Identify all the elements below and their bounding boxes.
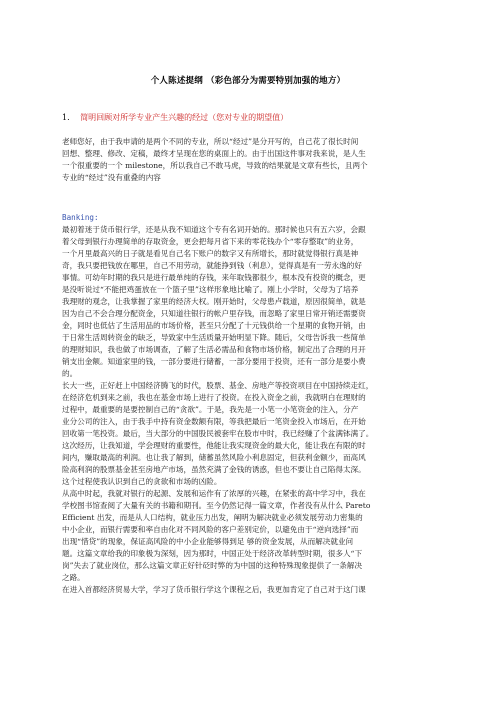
- intro-line: 一个很重要的一个 milestone，所以我自己不敢马虎，导致的结果就是文章有些长，且两个: [62, 161, 368, 170]
- body-line: 出现“惜贷”的现象，保证高风险的中小企业能够得到足 够的资金发展，从而解决就业问: [62, 537, 354, 546]
- intro-line: 专业的“经过”没有重叠的内容: [62, 173, 161, 182]
- body-line: 业分公司的注入，由于我手中持有资金数额有限，等我把最后一笔资金投入市场后，在开始: [62, 417, 366, 426]
- intro-paragraph: [62, 136, 434, 184]
- body-line: 销支出金额。知道家里的钱，一部分要进行储蓄，一部分要用于投资，还有一部分是要小费: [62, 357, 366, 366]
- body-line: 在经济危机到来之前，我也在基金市场上进行了投资。在投入资金之前，我就明白在理财的: [62, 393, 366, 402]
- body-line: 着父母到银行办理简单的存取资金，更会把每月省下来的零花钱办个“零存整取”的业务，: [62, 237, 359, 246]
- body-line: 之路。: [62, 573, 85, 582]
- body-line: 这次经历，让我知道，学会理财的重要性，他能让我实现资金的最大化，能让我在有限的时: [62, 441, 366, 450]
- body-line: 过程中，最重要的是要控制自己的“贪欲”。于是，我先是一小笔一小笔资金的注入，分产: [62, 405, 359, 414]
- body-line: 学校图书馆查阅了大量有关的书籍和期刊。至今仍然记得一篇文章，作者没有从什么 Pareto: [62, 501, 371, 510]
- body-line: 的。: [62, 369, 78, 378]
- banking-body: [62, 224, 434, 596]
- body-line: 是没听说过“不能把鸡蛋放在一个篮子里”这样形象地比喻了。刚上小学时，父母为了培养: [62, 285, 359, 294]
- body-paragraph: [62, 380, 434, 488]
- body-line: Efficient 出发，而是从人口结构，就业压力出发，阐明为解决就业必须发展劳动力密集的: [62, 513, 363, 522]
- intro-line: 老师您好，由于我申请的是两个不同的专业，所以“经过”是分开写的，自己花了很长时间: [62, 137, 359, 146]
- body-line: 这个过程使我认识到自己的贪欲和市场的凶险。: [62, 477, 222, 486]
- banking-section: [62, 212, 434, 596]
- intro-line: 回想、整理、修改、定稿，最终才呈现在您的桌面上的。由于出国这件事对我来说，是人生: [62, 149, 366, 158]
- body-line: 险高利润的股票基金甚至房地产市场，虽然充满了金钱的诱惑，但也不要让自己陷得太深。: [62, 465, 366, 474]
- body-line: 从高中时起，我就对银行的起源、发展和运作有了浓厚的兴趣，在紧张的高中学习中，我在: [62, 489, 366, 498]
- body-line: 最初着迷于货币银行学，还是从我不知道这个专有名词开始的。那时候也只有五六岁，会跟: [62, 225, 366, 234]
- body-line: 一个月里最高兴的日子就是看见自己名下账户的数字又有所增长，那时就觉得银行真是神: [62, 249, 359, 258]
- body-line: 中小企业，而银行需要和率自由化对不同风险的客户差别定价，以避免由于“逆向选择”而: [62, 525, 359, 534]
- section-number: 1.: [62, 113, 70, 122]
- section-heading-text: 简明回顾对所学专业产生兴趣的经过（您对专业的期望值）: [80, 113, 289, 122]
- body-line: 于日常生活周转资金的缺乏，导致家中生活质量开始明显下降。随后，父母告诉我一些简单: [62, 333, 366, 342]
- body-paragraph: [62, 488, 434, 584]
- section-heading: [62, 112, 442, 123]
- body-line: 回收第一笔投资。最后，当大部分的中国股民被套牢在股市中时，我已经赚了个盆满钵满了。: [62, 429, 374, 438]
- body-line: 间内，赚取最高的利润。也让我了解到，储蓄虽然风险小利息固定，但获利金额少，而高风: [62, 453, 366, 462]
- body-line: 题。这篇文章给我的印象极为深刻，因为那时，中国正处于经济改革转型时期，很多人“下: [62, 549, 363, 558]
- banking-label: Banking:: [62, 213, 99, 222]
- body-paragraph: [62, 584, 434, 596]
- body-line: 在进入首都经济贸易大学，学习了货币银行学这个课程之后，我更加肯定了自己对于这门课: [62, 585, 366, 594]
- body-paragraph: [62, 224, 434, 380]
- body-line: 奇，我只要把钱放在哪里，自己不用劳动，就能挣到钱（利息），觉得真是有一劳永逸的好: [62, 261, 362, 270]
- body-line: 我理财的观念，让我掌握了家里的经济大权。刚开始时，父母患卢载道，原因很简单，就是: [62, 297, 366, 306]
- body-line: 长大一些，正好赶上中国经济腾飞的时代，股票、基金、房地产等投资项目在中国持续走红，: [62, 381, 374, 390]
- body-line: 事情。可幼年时期的我只是进行最单纯的存钱，来年取钱都很少，根本没有投资的概念，更: [62, 273, 366, 282]
- body-line: 岗”失去了就业岗位，那么这篇文章正好针砭时弊的为中国的这种特殊现象提供了一条解决: [62, 561, 363, 570]
- body-line: 的理财知识，我也做了市场调查，了解了生活必需品和食物市场价格，制定出了合理的月开: [62, 345, 366, 354]
- body-line: 因为自己不会合理分配资金，只知道往银行的帐户里存钱，而忽略了家里日常开销还需要资: [62, 309, 366, 318]
- body-line: 金，同时也低估了生活用品的市场价格，甚至只分配了十元钱供给一个星期的食物开销，由: [62, 321, 366, 330]
- document-title: 个人陈述提纲 （彩色部分为需要特别加强的地方）: [150, 76, 346, 86]
